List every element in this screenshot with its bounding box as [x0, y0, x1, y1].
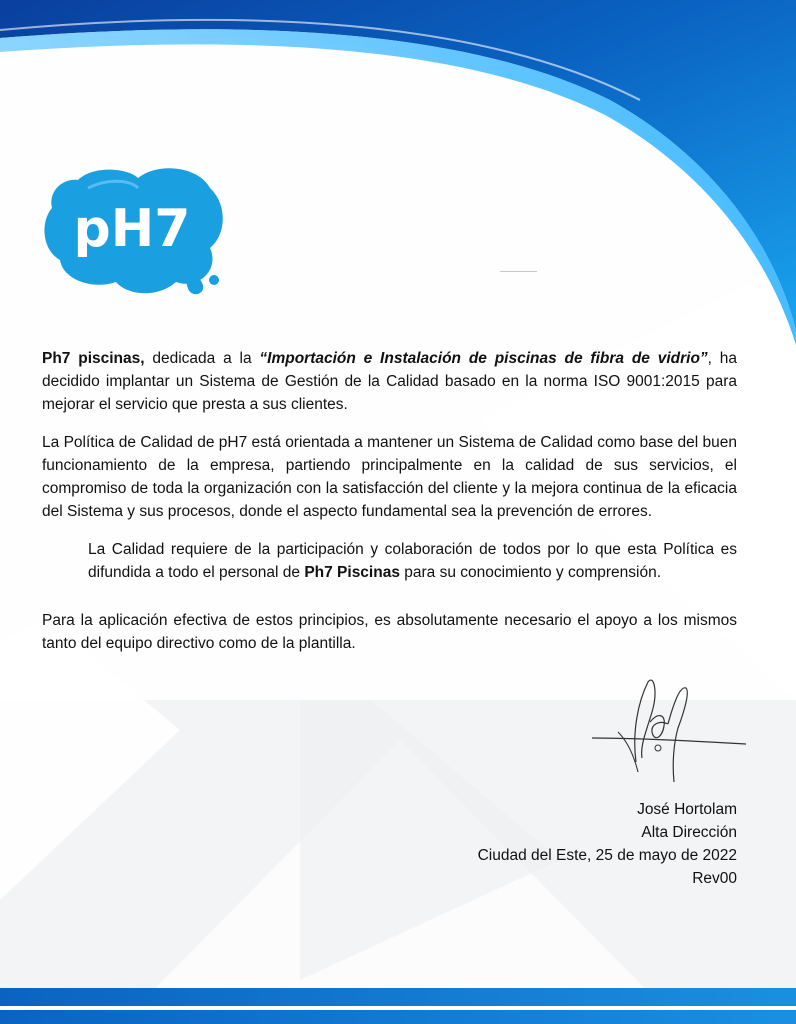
policy-text: [42, 347, 737, 670]
handwritten-signature: [588, 672, 748, 792]
divider-line: [500, 271, 537, 272]
paragraph-3: [42, 538, 737, 584]
revision-code: Rev00: [692, 870, 737, 887]
paragraph-2: La Política de Calidad de pH7 está orientada a mantener un Sistema de Calidad como base del buen funcionamiento de la empresa, partiendo principalmente en la calidad de sus servicios, el compromiso de toda la organización con la satisfacción del cliente y la mejora continua de la eficacia del Sistema y sus procesos, donde el aspecto fundamental sea la prevención de errores.: [42, 434, 737, 520]
footer-bar: [0, 988, 796, 1024]
paragraph-4: Para la aplicación efectiva de estos principios, es absolutamente necesario el apoyo a los mismos tanto del equipo directivo como de la plantilla.: [42, 612, 737, 652]
ph7-logo: [38, 160, 230, 300]
signature-block: [478, 798, 737, 890]
company-name: Ph7 piscinas,: [42, 350, 145, 367]
logo-text: pH7: [73, 199, 191, 259]
paragraph-3-text-b: para su conocimiento y comprensión.: [399, 564, 662, 581]
paragraph-1-text-a: dedicada a la: [144, 350, 260, 367]
business-description: “Importación e Instalación de piscinas de fibra de vidrio”: [259, 350, 708, 367]
paragraph-1: [42, 347, 737, 416]
paragraph-3-text-a: La Calidad requiere de la participación y colaboración de todos por lo que esta Política es difundida a todo el personal de: [88, 541, 737, 581]
signer-role: Alta Dirección: [641, 824, 737, 841]
signer-name: José Hortolam: [637, 801, 737, 818]
place-date: Ciudad del Este, 25 de mayo de 2022: [477, 847, 737, 864]
company-name-bold: Ph7 Piscinas: [304, 564, 400, 581]
paragraph-1-text-b: , ha decidido implantar un Sistema de Gestión de la Calidad basado en la norma ISO 9001:2015 para mejorar el servicio que presta a sus clientes.: [42, 350, 738, 413]
